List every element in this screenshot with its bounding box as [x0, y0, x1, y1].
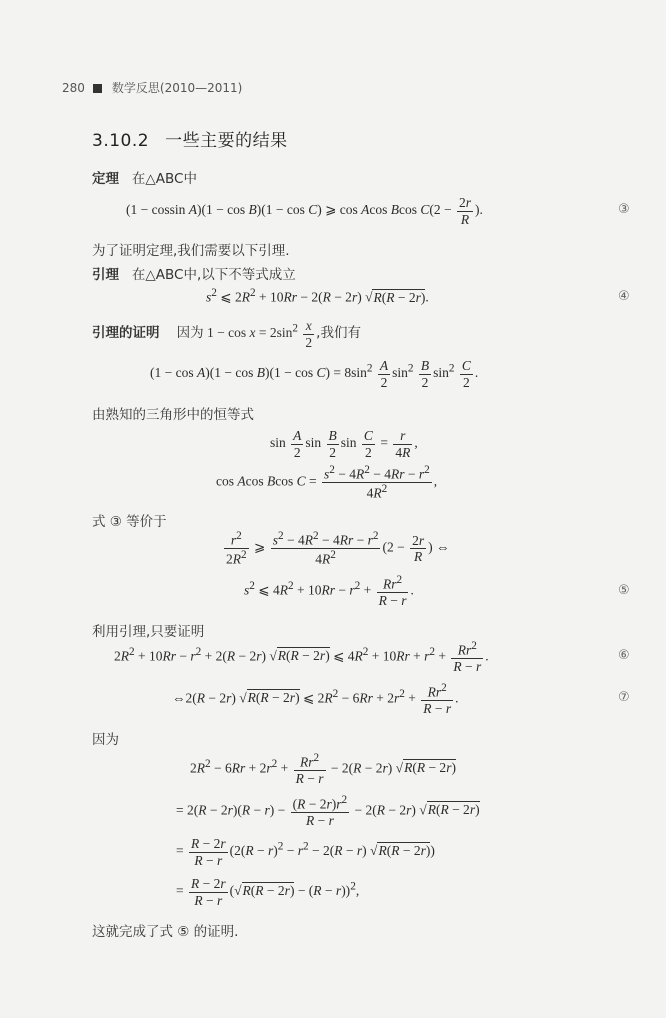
- proof-text-suffix: ,我们有: [316, 325, 361, 342]
- square-bullet-icon: [93, 84, 102, 93]
- book-title: 数学反思(2010—2011): [111, 81, 243, 95]
- because-text: 因为: [92, 732, 119, 748]
- identity-sine: sin $\frac{A}{2}$ sin $\frac{B}{2}$ sin $\frac{C}{2}$ = $\frac{r}{4R}$ ,: [270, 428, 418, 460]
- conclusion-text: 这就完成了式 ⑤ 的证明.: [92, 924, 239, 940]
- proof-label: 引理的证明: [92, 325, 160, 342]
- lemma-intro: 为了证明定理,我们需要以下引理.: [92, 243, 290, 259]
- equation-5: $s^2$ ⩽ $4R^2 + 10Rr - r^2$ + $\frac{Rr^2}{R - r}$ .: [244, 574, 414, 609]
- equation-half-angle-product: $(1 - \cos A)(1 - \cos B)(1 - \cos C) = 8\sin^2$ $\frac{A}{2}$ $\sin^2$ $\frac{B}{2}$ $\sin^2$ $\frac{C}{2}$ .: [150, 358, 479, 390]
- equation-6: $2R^2 + 10Rr - r^2 + 2(R - 2r) √R(R - 2r)$ ⩽ $4R^2 + 10Rr + r^2$ + $\frac{Rr^2}{R - r}$ .: [114, 640, 489, 675]
- theorem-text: 在△ABC中: [131, 171, 197, 187]
- derivation-line-3: = $\frac{R - 2r}{R - r}$ ($2(R - r)^2 - r^2 - 2(R - r)$ √R(R − 2r)): [176, 836, 435, 868]
- theorem-statement: [92, 167, 197, 187]
- theorem-label: 定理: [92, 171, 119, 187]
- equation-number-4: ④: [618, 289, 630, 304]
- equation-equivalent: $\frac{r^2}{2R^2}$ ⩾ $\frac{s^2 - 4R^2 - 4Rr - r^2}{4R^2}$ (2 − $\frac{2r}{R}$ ) ⇔: [226, 530, 450, 567]
- page-header: [62, 79, 242, 96]
- equation-number-6: ⑥: [618, 648, 630, 663]
- equivalence-intro: 式 ③ 等价于: [92, 514, 167, 530]
- identity-cosine: cos Acos Bcos C = $\frac{s^2 - 4R^2 - 4Rr - r^2}{4R^2}$ ,: [216, 464, 438, 501]
- equation-3: (1 − cossin A)(1 − cos B)(1 − cos C) ⩾ cos Acos Bcos C(2 − $\frac{2r}{R}$ ).: [126, 195, 483, 227]
- proof-line: 引理的证明 因为 $1 - \cos x = 2\sin^2$ $\frac{x}{2}$ ,我们有: [92, 318, 361, 350]
- equation-7: ⇔2(R − 2r) √R(R − 2r) ⩽ $2R^2 - 6Rr + 2r^2$ + $\frac{Rr^2}{R - r}$ .: [172, 682, 459, 717]
- page-number: 280: [62, 81, 85, 95]
- equation-number-7: ⑦: [618, 690, 630, 705]
- equation-4: $s^2$ ⩽ $2R^2 + 10Rr - 2(R - 2r) √R(R - 2r)$.: [206, 287, 429, 305]
- lemma-statement: [92, 263, 296, 283]
- proof-text-prefix: 因为: [176, 325, 204, 342]
- use-lemma-text: 利用引理,只要证明: [92, 624, 205, 640]
- lemma-label: 引理: [92, 267, 119, 283]
- section-number: 3.10.2: [92, 131, 150, 151]
- identity-intro: 由熟知的三角形中的恒等式: [92, 407, 254, 423]
- equation-number-5: ⑤: [618, 583, 630, 598]
- equation-number-3: ③: [618, 202, 630, 217]
- section-title: 一些主要的结果: [165, 131, 288, 151]
- section-heading: [92, 126, 288, 151]
- lemma-text: 在△ABC中,以下不等式成立: [131, 267, 296, 283]
- derivation-line-2: = 2(R − 2r)(R − r) − $\frac{(R - 2r)r^2}{R - r}$ − 2(R − 2r) √R(R − 2r): [176, 794, 480, 829]
- derivation-line-4: = $\frac{R - 2r}{R - r}$ $(√R(R - 2r) - (R - r))^2$,: [176, 876, 360, 908]
- derivation-line-1: $2R^2 - 6Rr + 2r^2$ + $\frac{Rr^2}{R - r}$ − 2(R − 2r) √R(R − 2r): [190, 752, 456, 787]
